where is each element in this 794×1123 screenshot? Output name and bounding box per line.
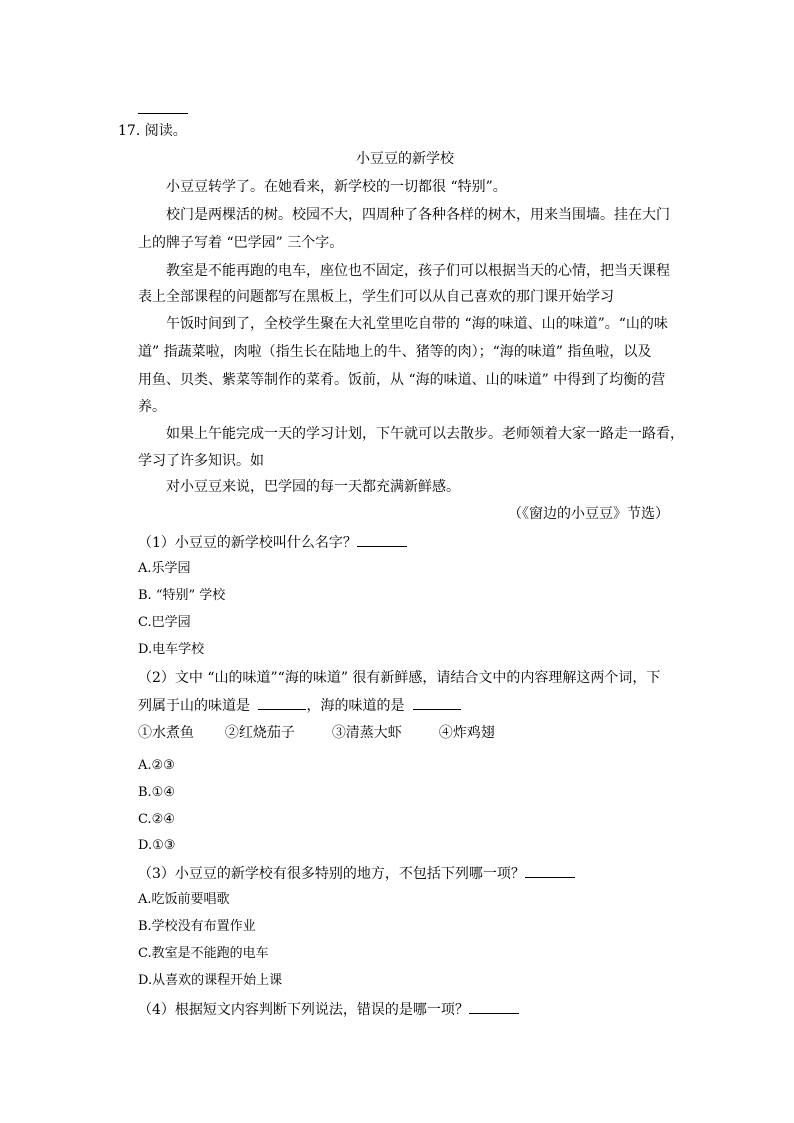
passage-line: 学习了许多知识。如 [138,453,264,469]
passage-source: （《窗边的小豆豆》节选） [508,506,669,522]
passage-line: 如果上午能完成一天的学习计划，下午就可以去散步。老师领着大家一路走一路看， [166,426,684,442]
q1-stem [138,532,407,553]
q2-stem-line2 [138,695,461,716]
q1-option-d: D.电车学校 [138,642,205,657]
q2-option-d: D.①③ [138,838,176,853]
passage-line: 用鱼、贝类、紫菜等制作的菜肴。饭前，从 “海的味道、山的味道” 中得到了均衡的营 [138,372,666,388]
q1-option-a: A.乐学园 [138,561,191,576]
q1-option-b: B. “特别” 学校 [138,588,226,603]
question-number: 17. [118,123,141,139]
passage-line: 午饭时间到了，全校学生聚在大礼堂里吃自带的 “海的味道、山的味道”。“山的味 [166,316,668,332]
question-header [118,121,187,141]
passage-line: 养。 [138,399,166,415]
question-label: 阅读。 [144,123,187,139]
q2-mountain-blank[interactable] [258,695,306,710]
q2-option-a: A.②③ [138,758,175,773]
q4-stem-text: （4）根据短文内容判断下列说法，错误的是哪一项？ [138,1002,469,1018]
q3-option-d: D.从喜欢的课程开始上课 [138,973,283,988]
q2-stem-part-a: 列属于山的味道是 [138,698,250,714]
q2-option-b: B.①④ [138,785,175,800]
previous-answer-blank [138,113,188,114]
passage-line: 小豆豆转学了。在她看来，新学校的一切都很 “特别”。 [166,179,507,195]
q2-sea-blank[interactable] [413,695,461,710]
q3-answer-blank[interactable] [525,863,575,878]
q2-choice-list [138,723,495,743]
q2-choice: ②红烧茄子 [224,725,295,741]
passage-line: 对小豆豆来说，巴学园的每一天都充满新鲜感。 [166,479,460,495]
q2-choice: ①水煮鱼 [138,725,194,741]
q3-option-c: C.教室是不能跑的电车 [138,946,269,961]
passage-line: 教室是不能再跑的电车，座位也不固定，孩子们可以根据当天的心情，把当天课程 [166,263,670,279]
q2-option-c: C.②④ [138,812,175,827]
q3-stem-text: （3）小豆豆的新学校有很多特别的地方，不包括下列哪一项？ [138,866,525,882]
q1-option-c: C.巴学园 [138,615,191,630]
q2-stem-part-b: ，海的味道的是 [306,698,405,714]
q4-stem [138,999,519,1020]
q4-answer-blank[interactable] [469,999,519,1014]
passage-line: 道” 指蔬菜啦，肉啦（指生长在陆地上的牛、猪等的肉）；“海的味道” 指鱼啦，以及 [138,344,652,360]
passage-line: 表上全部课程的问题都写在黑板上，学生们可以从自己喜欢的那门课开始学习 [138,289,614,305]
q3-option-a: A.吃饭前要唱歌 [138,892,230,907]
q1-answer-blank[interactable] [357,532,407,547]
q2-choice: ④炸鸡翅 [438,725,495,741]
q2-choice: ③清蒸大虾 [331,725,402,741]
q1-stem-text: （1）小豆豆的新学校叫什么名字？ [138,535,357,551]
q2-stem-line1: （2）文中 “山的味道”“海的味道” 很有新鲜感，请结合文中的内容理解这两个词，下 [138,670,661,686]
passage-line: 校门是两棵活的树。校园不大，四周种了各种各样的树木，用来当围墙。挂在大门 [166,207,670,223]
passage-line: 上的牌子写着 “巴学园” 三个字。 [138,235,344,251]
q3-option-b: B.学校没有布置作业 [138,919,256,934]
q3-stem [138,863,575,884]
passage-title: 小豆豆的新学校 [356,151,454,167]
